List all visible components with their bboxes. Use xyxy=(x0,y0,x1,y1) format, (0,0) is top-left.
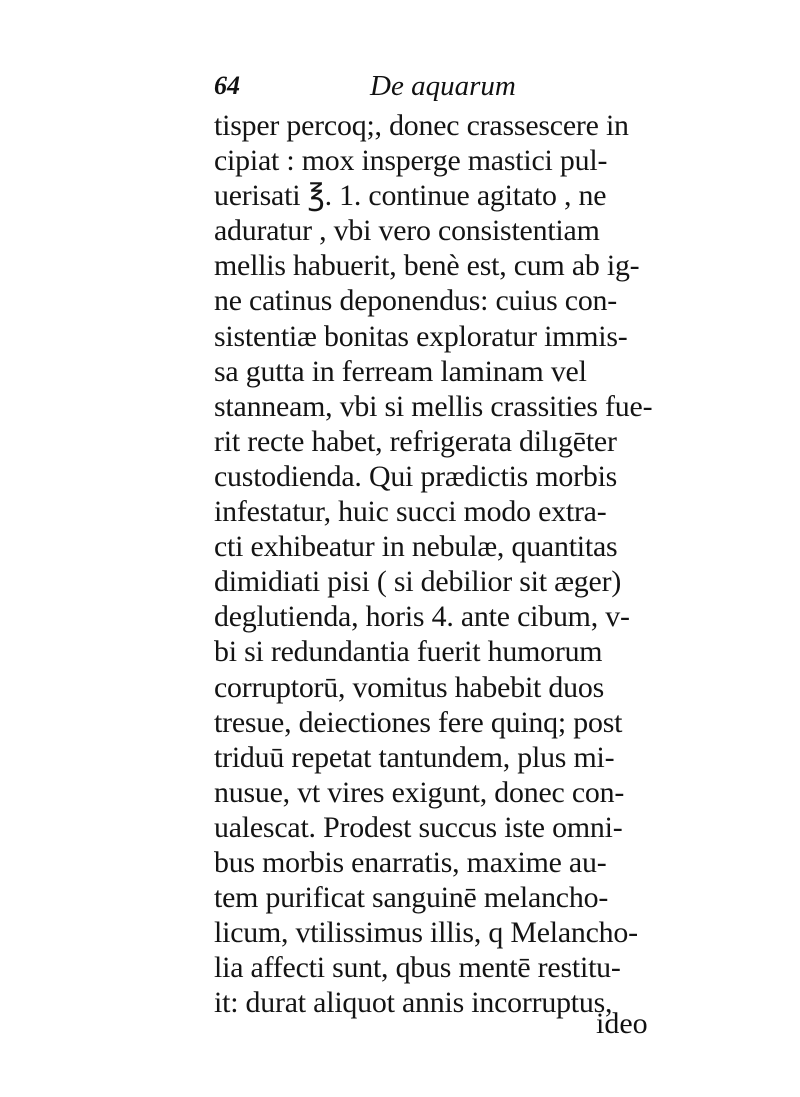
text-line: mellis habuerit, benè est, cum ab ig- xyxy=(214,249,640,283)
text-line: sa gutta in ferream laminam vel xyxy=(214,354,587,388)
text-line: rit recte habet, refrigerata dilıgēter xyxy=(214,424,617,458)
running-title: De aquarum xyxy=(370,70,516,102)
body-text xyxy=(214,108,684,1020)
text-line: licum, vtilissimus illis, q Melancho- xyxy=(214,916,638,950)
text-line: deglutienda, horis 4. ante cibum, v- xyxy=(214,600,630,634)
text-line: tresue, deiectiones fere quinq; post xyxy=(214,705,623,739)
text-line: lia affecti sunt, qbus mentē restitu- xyxy=(214,951,621,985)
text-line: ualescat. Prodest succus iste omni- xyxy=(214,810,623,844)
text-line: stanneam, vbi si mellis crassities fue- xyxy=(214,389,653,423)
text-line: bi si redundantia fuerit humorum xyxy=(214,635,603,669)
text-line: bus morbis enarratis, maxime au- xyxy=(214,845,607,879)
text-line: triduū repetat tantundem, plus mi- xyxy=(214,740,615,774)
text-line: nusue, vt vires exigunt, donec con- xyxy=(214,775,625,809)
text-line: custodienda. Qui prædictis morbis xyxy=(214,459,618,493)
text-line: tisper percoq;, donec crassescere in xyxy=(214,109,629,142)
text-line: ne catinus deponendus: cuius con- xyxy=(214,284,618,318)
page-number: 64 xyxy=(214,71,240,100)
text-line: sistentiæ bonitas exploratur immis- xyxy=(214,319,628,353)
running-head xyxy=(214,66,674,106)
text-line: dimidiati pisi ( si debilior sit æger) xyxy=(214,565,622,599)
text-line: cti exhibeatur in nebulæ, quantitas xyxy=(214,530,618,564)
text-line: corruptorū, vomitus habebit duos xyxy=(214,670,605,704)
text-line: tem purificat sanguinē melancho- xyxy=(214,881,609,915)
catchword: ideo xyxy=(596,1007,648,1040)
text-line: it: durat aliquot annis incorruptus, xyxy=(214,986,613,1020)
text-line: uerisati ℥. 1. continue agitato , ne xyxy=(214,179,607,213)
text-line: infestatur, huic succi modo extra- xyxy=(214,495,607,529)
text-line: cipiat : mox insperge mastici pul- xyxy=(214,144,608,178)
text-line: aduratur , vbi vero consistentiam xyxy=(214,214,600,248)
